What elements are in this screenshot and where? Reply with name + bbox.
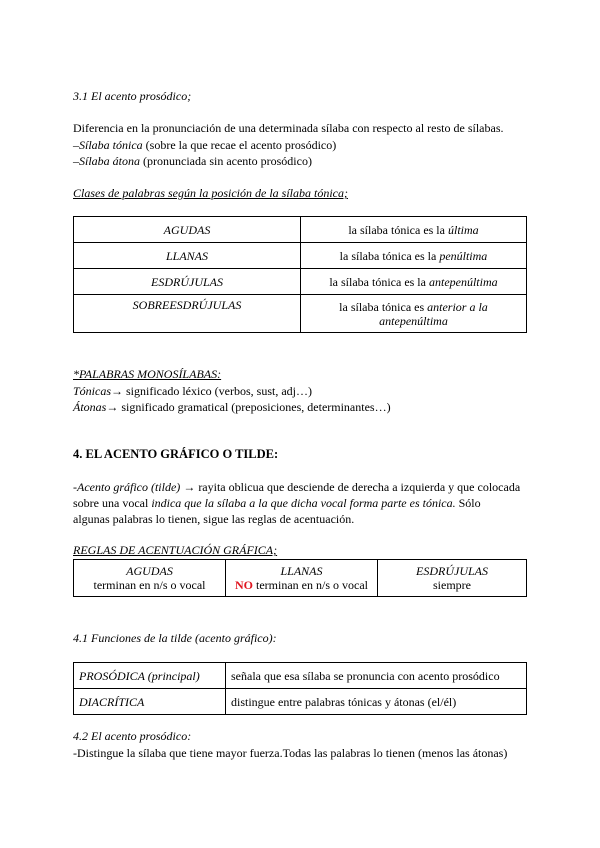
tonic-dash: – [73,138,79,152]
tilde-definition-line-2 [73,495,481,512]
word-type-desc-cell [301,295,527,333]
section-4-1-heading: 4.1 Funciones de la tilde (acento gráfico): [73,631,277,645]
table-row [74,217,527,243]
desc-term: última [447,222,479,237]
llanas-rule: terminan en n/s o vocal [253,578,368,592]
desc-prefix: la sílaba tónica es la [339,248,440,263]
esdrujulas-rule: siempre [433,578,471,592]
function-desc-cell: distingue entre palabras tónicas y átonas (el/él) [226,689,527,715]
tilde-desc: → rayita oblicua que desciende de derecha a izquierda y que colocada [180,480,521,494]
desc-prefix: la sílaba tónica es la [329,274,429,289]
agudas-title: AGUDAS [126,564,173,578]
line2-rest: Sólo [455,496,481,510]
agudas-rule: terminan en n/s o vocal [93,578,206,592]
tilde-functions-table [73,662,527,715]
tonic-syllable-term: Sílaba tónica [79,138,143,152]
desc-prefix: la sílaba tónica es [339,299,428,314]
word-type-cell: SOBREESDRÚJULAS [74,295,301,333]
word-type-desc-cell [301,217,527,243]
accent-rules-heading: REGLAS DE ACENTUACIÓN GRÁFICA; [73,543,278,557]
section-4-2-text: -Distingue la sílaba que tiene mayor fuerza.Todas las palabras lo tienen (menos las átonas) [73,746,508,760]
word-type-cell: AGUDAS [74,217,301,243]
table-row [74,295,527,333]
dash: - [73,480,77,494]
llanas-no-highlight: NO [235,578,254,592]
atonic-syllable-term: Sílaba átona [79,154,141,168]
syllable-position-table [73,216,527,333]
tilde-definition-line-3: algunas palabras lo tienen, sigue las reglas de acentuación. [73,512,355,526]
word-type-cell: ESDRÚJULAS [74,269,301,295]
word-type-cell: LLANAS [74,243,301,269]
monosyllables-heading: *PALABRAS MONOSÍLABAS: [73,367,222,381]
tonicas-line [73,383,312,400]
tilde-definition-line-1 [73,479,520,496]
section-4-heading: 4. EL ACENTO GRÁFICO O TILDE: [73,447,279,461]
word-type-desc-cell [301,269,527,295]
llanas-rule-cell [226,560,378,597]
esdrujulas-rule-cell [378,560,527,597]
desc-term: penúltima [439,248,488,263]
desc-prefix: la sílaba tónica es la [348,222,448,237]
accent-rules-table [73,559,527,597]
desc-term: anterior a la [427,299,488,314]
line2-italic: indica que la sílaba a la que dicha vocal forma parte es tónica. [151,496,456,510]
atonas-term: Átonas [73,400,107,414]
tilde-term: Acento gráfico (tilde) [77,480,181,494]
function-desc-cell: señala que esa sílaba se pronuncia con acento prosódico [226,663,527,689]
tonicas-term: Tónicas [73,384,112,398]
llanas-title: LLANAS [280,564,323,578]
line2-prefix: sobre una vocal [73,496,152,510]
section-3-1-heading: 3.1 El acento prosódico; [73,89,192,103]
atonic-syllable-desc: (pronunciada sin acento prosódico) [140,154,312,168]
table-row [74,243,527,269]
atonic-syllable-line [73,153,312,170]
desc-term-line2: antepenúltima [379,313,448,328]
section-4-2-heading: 4.2 El acento prosódico: [73,729,192,743]
tonic-syllable-line [73,137,336,154]
tonic-syllable-desc: (sobre la que recae el acento prosódico) [142,138,337,152]
tonicas-desc: → significado léxico (verbos, sust, adj…) [111,384,312,398]
atonas-desc: → significado gramatical (preposiciones, determinantes…) [106,400,391,414]
table-row [74,269,527,295]
table-row [74,689,527,715]
atonas-line [73,399,391,416]
atonic-dash: – [73,154,79,168]
table-row [74,663,527,689]
desc-term: antepenúltima [428,274,498,289]
prosodic-accent-definition: Diferencia en la pronunciación de una determinada sílaba con respecto al resto de sílabas. [73,121,504,135]
esdrujulas-title: ESDRÚJULAS [416,564,488,578]
table-row [74,560,527,597]
word-classes-heading: Clases de palabras según la posición de la sílaba tónica; [73,186,348,200]
word-type-desc-cell [301,243,527,269]
function-term-cell: DIACRÍTICA [74,689,226,715]
function-term-cell: PROSÓDICA (principal) [74,663,226,689]
agudas-rule-cell [74,560,226,597]
